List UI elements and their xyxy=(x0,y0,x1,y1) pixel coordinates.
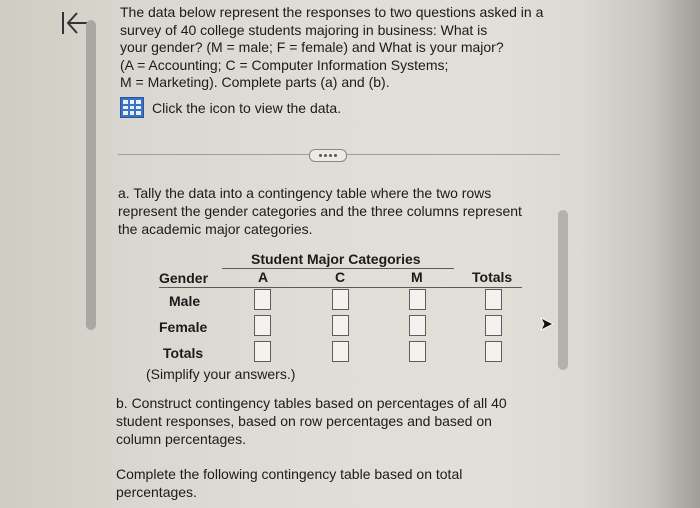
view-data-link[interactable] xyxy=(120,97,341,118)
part-a-instructions xyxy=(118,184,548,238)
gender-header: Gender xyxy=(159,270,209,286)
input-totals-total[interactable] xyxy=(485,341,502,362)
intro-line: The data below represent the responses to two questions asked in a xyxy=(120,4,544,20)
row-label-totals: Totals xyxy=(163,345,204,361)
part-b-line: b. Construct contingency tables based on percentages of all 40 xyxy=(116,395,507,411)
part-a-line: the academic major categories. xyxy=(118,221,313,237)
input-totals-a[interactable] xyxy=(254,341,271,362)
part-a-line: represent the gender categories and the three columns represent xyxy=(118,203,522,219)
input-totals-c[interactable] xyxy=(332,341,349,362)
input-male-m[interactable] xyxy=(409,289,426,310)
col-header-m: M xyxy=(411,269,423,285)
simplify-note: (Simplify your answers.) xyxy=(146,366,296,382)
part-a-line: a. Tally the data into a contingency table where the two rows xyxy=(118,185,492,201)
screen-edge-shadow xyxy=(580,0,700,508)
input-male-a[interactable] xyxy=(254,289,271,310)
input-totals-m[interactable] xyxy=(409,341,426,362)
input-female-m[interactable] xyxy=(409,315,426,336)
column-header-rule xyxy=(159,287,522,288)
right-scrollbar[interactable] xyxy=(558,210,568,370)
complete-line: Complete the following contingency table based on total xyxy=(116,466,463,482)
data-table-icon[interactable] xyxy=(120,97,144,118)
input-female-c[interactable] xyxy=(332,315,349,336)
view-data-label: Click the icon to view the data. xyxy=(152,99,342,116)
question-intro xyxy=(120,4,560,92)
complete-instructions xyxy=(116,465,556,501)
part-b-instructions xyxy=(116,394,556,448)
part-b-line: column percentages. xyxy=(116,431,246,447)
left-scrollbar[interactable] xyxy=(86,20,96,330)
mouse-cursor-icon xyxy=(540,317,554,331)
col-header-totals: Totals xyxy=(472,269,513,285)
col-header-a: A xyxy=(258,269,269,285)
row-label-female: Female xyxy=(159,319,208,335)
intro-line: survey of 40 college students majoring in business: What is xyxy=(120,21,488,38)
input-male-c[interactable] xyxy=(332,289,349,310)
row-label-male: Male xyxy=(169,293,201,309)
intro-line: M = Marketing). Complete parts (a) and (b). xyxy=(120,74,390,90)
input-female-total[interactable] xyxy=(485,315,502,336)
input-male-total[interactable] xyxy=(485,289,502,310)
complete-line: percentages. xyxy=(116,484,197,500)
part-b-line: student responses, based on row percentages and based on xyxy=(116,413,492,429)
expand-more-button[interactable] xyxy=(309,149,347,162)
col-header-c: C xyxy=(335,269,346,285)
intro-line: (A = Accounting; C = Computer Information Systems; xyxy=(120,56,449,73)
input-female-a[interactable] xyxy=(254,315,271,336)
intro-line: your gender? (M = male; F = female) and What is your major? xyxy=(120,39,504,55)
group-header: Student Major Categories xyxy=(251,251,421,267)
